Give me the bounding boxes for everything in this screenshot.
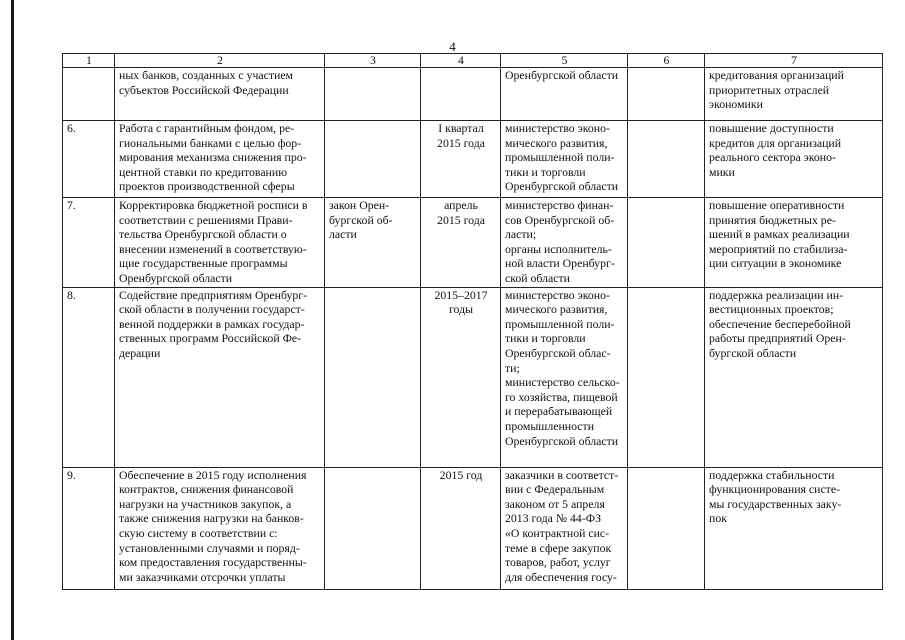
cell-line: для обеспечения госу- — [505, 569, 617, 584]
cell-line: ственных программ Российской Фе- — [119, 331, 302, 346]
cell-line: Оренбургской области — [505, 433, 619, 448]
cell-number — [63, 121, 115, 198]
cell-line: кредитов для организаций — [709, 135, 842, 150]
cell-line: поддержка стабильности — [709, 467, 835, 482]
cell-col6 — [628, 121, 705, 198]
cell-line: внесении изменений в соответствую- — [119, 241, 307, 256]
cell-line: мического развития, — [505, 302, 608, 317]
cell-line: годы — [448, 302, 474, 317]
cell-line: шений в рамках реализации — [709, 227, 850, 242]
cell-result — [705, 198, 883, 288]
cell-line: Оренбургской области — [119, 270, 233, 285]
cell-document — [325, 121, 421, 198]
measures-table — [62, 53, 883, 590]
header-cell: 6 — [628, 54, 705, 68]
cell-deadline — [421, 121, 501, 198]
cell-line: работы предприятий Орен- — [709, 331, 846, 346]
cell-line: органы исполнитель- — [505, 241, 612, 256]
cell-line: ком предоставления государственны- — [119, 555, 307, 570]
header-cell: 3 — [325, 54, 421, 68]
cell-line: мероприятий по стабилиза- — [709, 241, 848, 256]
cell-line: тики и торговли — [505, 164, 586, 179]
cell-line: повышение доступности — [709, 121, 834, 135]
cell-line: обеспечение бесперебойной — [709, 316, 851, 331]
cell-responsible — [501, 121, 628, 198]
cell-measure — [115, 68, 325, 121]
cell-line: щие государственные программы — [119, 256, 288, 271]
cell-line: тельства Оренбургской области о — [119, 227, 287, 242]
cell-line: экономики — [709, 97, 763, 112]
scan-edge — [11, 0, 14, 640]
cell-line: вии с Федеральным — [505, 482, 605, 497]
cell-responsible — [501, 198, 628, 288]
cell-line: и перерабатывающей — [505, 404, 613, 419]
cell-line: мы государственных заку- — [709, 496, 842, 511]
cell-line: центной ставки по кредитованию — [119, 164, 288, 179]
cell-result — [705, 121, 883, 198]
cell-document — [325, 68, 421, 121]
table-row — [63, 198, 883, 288]
cell-line: установленными случаями и поряд- — [119, 540, 300, 555]
cell-number — [63, 467, 115, 589]
header-cell: 2 — [115, 54, 325, 68]
header-cell: 4 — [421, 54, 501, 68]
cell-line: сов Оренбургской об- — [505, 212, 615, 227]
cell-measure — [115, 287, 325, 467]
cell-line: Корректировка бюджетной росписи в — [119, 198, 308, 212]
cell-line: ти; — [505, 360, 520, 375]
cell-line: ласти; — [505, 227, 537, 242]
cell-responsible — [501, 287, 628, 467]
cell-line: мирования механизма снижения про- — [119, 150, 307, 165]
header-cell: 7 — [705, 54, 883, 68]
cell-line: реального сектора эконо- — [709, 150, 836, 165]
cell-line: вестиционных проектов; — [709, 302, 834, 317]
cell-line: ции ситуации в экономике — [709, 256, 842, 271]
table-row — [63, 121, 883, 198]
cell-line: мики — [709, 164, 735, 179]
cell-line: промышленности — [505, 418, 595, 433]
cell-line: принятия бюджетных ре- — [709, 212, 836, 227]
cell-line: Оренбургской облас- — [505, 345, 611, 360]
cell-line: апрель — [444, 198, 478, 212]
cell-number — [63, 198, 115, 288]
cell-line: кредитования организаций — [709, 68, 844, 82]
cell-text: 6. — [67, 121, 76, 135]
cell-line: министерство эконо- — [505, 121, 610, 135]
cell-line: закон Орен- — [329, 198, 390, 212]
cell-line: ной власти Оренбург- — [505, 256, 615, 271]
cell-line: «О контрактной сис- — [505, 525, 610, 540]
cell-text: 9. — [67, 467, 76, 482]
cell-line: контрактов, снижения финансовой — [119, 482, 294, 497]
cell-line: промышленной поли- — [505, 316, 615, 331]
cell-document — [325, 198, 421, 288]
cell-number — [63, 287, 115, 467]
cell-col6 — [628, 68, 705, 121]
table-row — [63, 68, 883, 121]
cell-line: проектов производственной сферы — [119, 179, 295, 194]
cell-text: 7. — [67, 198, 76, 212]
cell-line: дерации — [119, 345, 161, 360]
cell-measure — [115, 198, 325, 288]
cell-document — [325, 287, 421, 467]
cell-line: нагрузки на участников закупок, а — [119, 496, 292, 511]
cell-line: пок — [709, 511, 727, 526]
cell-measure — [115, 467, 325, 589]
cell-col6 — [628, 198, 705, 288]
cell-line: теме в сфере закупок — [505, 540, 612, 555]
cell-line: Работа с гарантийным фондом, ре- — [119, 121, 295, 135]
table-row — [63, 467, 883, 589]
cell-line: также снижения нагрузки на банков- — [119, 511, 304, 526]
cell-line: поддержка реализации ин- — [709, 287, 844, 302]
cell-line: ласти — [329, 227, 357, 242]
cell-line: министерство финан- — [505, 198, 614, 212]
cell-col6 — [628, 287, 705, 467]
cell-line: промышленной поли- — [505, 150, 615, 165]
cell-line: ской области — [505, 270, 570, 285]
cell-document — [325, 467, 421, 589]
cell-line: гиональными банками с целью фор- — [119, 135, 302, 150]
cell-line: 2013 года № 44-ФЗ — [505, 511, 601, 526]
cell-line: Оренбургской области — [505, 68, 619, 82]
header-cell: 5 — [501, 54, 628, 68]
cell-line: товаров, работ, услуг — [505, 555, 611, 570]
cell-line: Оренбургской области — [505, 179, 619, 194]
cell-line: министерство эконо- — [505, 287, 610, 302]
page-number: 4 — [449, 39, 456, 54]
cell-result — [705, 287, 883, 467]
cell-line: Содействие предприятиям Оренбург- — [119, 287, 308, 302]
cell-deadline — [421, 198, 501, 288]
cell-line: законом от 5 апреля — [505, 496, 605, 511]
table-header-row — [63, 54, 883, 68]
cell-line: 2015 года — [437, 135, 485, 150]
cell-line: министерство сельско- — [505, 375, 620, 390]
cell-line: бургской области — [709, 345, 797, 360]
cell-deadline — [421, 68, 501, 121]
table-row — [63, 287, 883, 467]
cell-line: бургской об- — [329, 212, 393, 227]
cell-measure — [115, 121, 325, 198]
cell-responsible — [501, 467, 628, 589]
cell-line: субъектов Российской Федерации — [119, 82, 289, 97]
cell-result — [705, 68, 883, 121]
cell-line: 2015–2017 — [434, 287, 488, 302]
cell-line: ской области в получении государст- — [119, 302, 305, 317]
cell-text: 8. — [67, 287, 76, 302]
cell-line: мического развития, — [505, 135, 608, 150]
cell-line: ми заказчиками отсрочки уплаты — [119, 569, 286, 584]
cell-line: тики и торговли — [505, 331, 586, 346]
cell-line: заказчики в соответст- — [505, 467, 619, 482]
cell-line: приоритетных отраслей — [709, 82, 830, 97]
cell-result — [705, 467, 883, 589]
cell-line: I квартал — [438, 121, 484, 135]
cell-line: го хозяйства, пищевой — [505, 389, 618, 404]
cell-deadline — [421, 467, 501, 589]
cell-line: Обеспечение в 2015 году исполнения — [119, 467, 307, 482]
cell-line: 2015 года — [437, 212, 485, 227]
cell-line: венной поддержки в рамках государ- — [119, 316, 305, 331]
header-cell: 1 — [63, 54, 115, 68]
cell-line: ных банков, созданных с участием — [119, 68, 294, 82]
cell-line: соответствии с решениями Прави- — [119, 212, 293, 227]
cell-col6 — [628, 467, 705, 589]
cell-number — [63, 68, 115, 121]
cell-line: функционирования систе- — [709, 482, 840, 497]
cell-responsible — [501, 68, 628, 121]
cell-line: 2015 год — [439, 467, 483, 482]
cell-deadline — [421, 287, 501, 467]
cell-line: скую систему в соответствии с: — [119, 525, 278, 540]
cell-line: повышение оперативности — [709, 198, 845, 212]
